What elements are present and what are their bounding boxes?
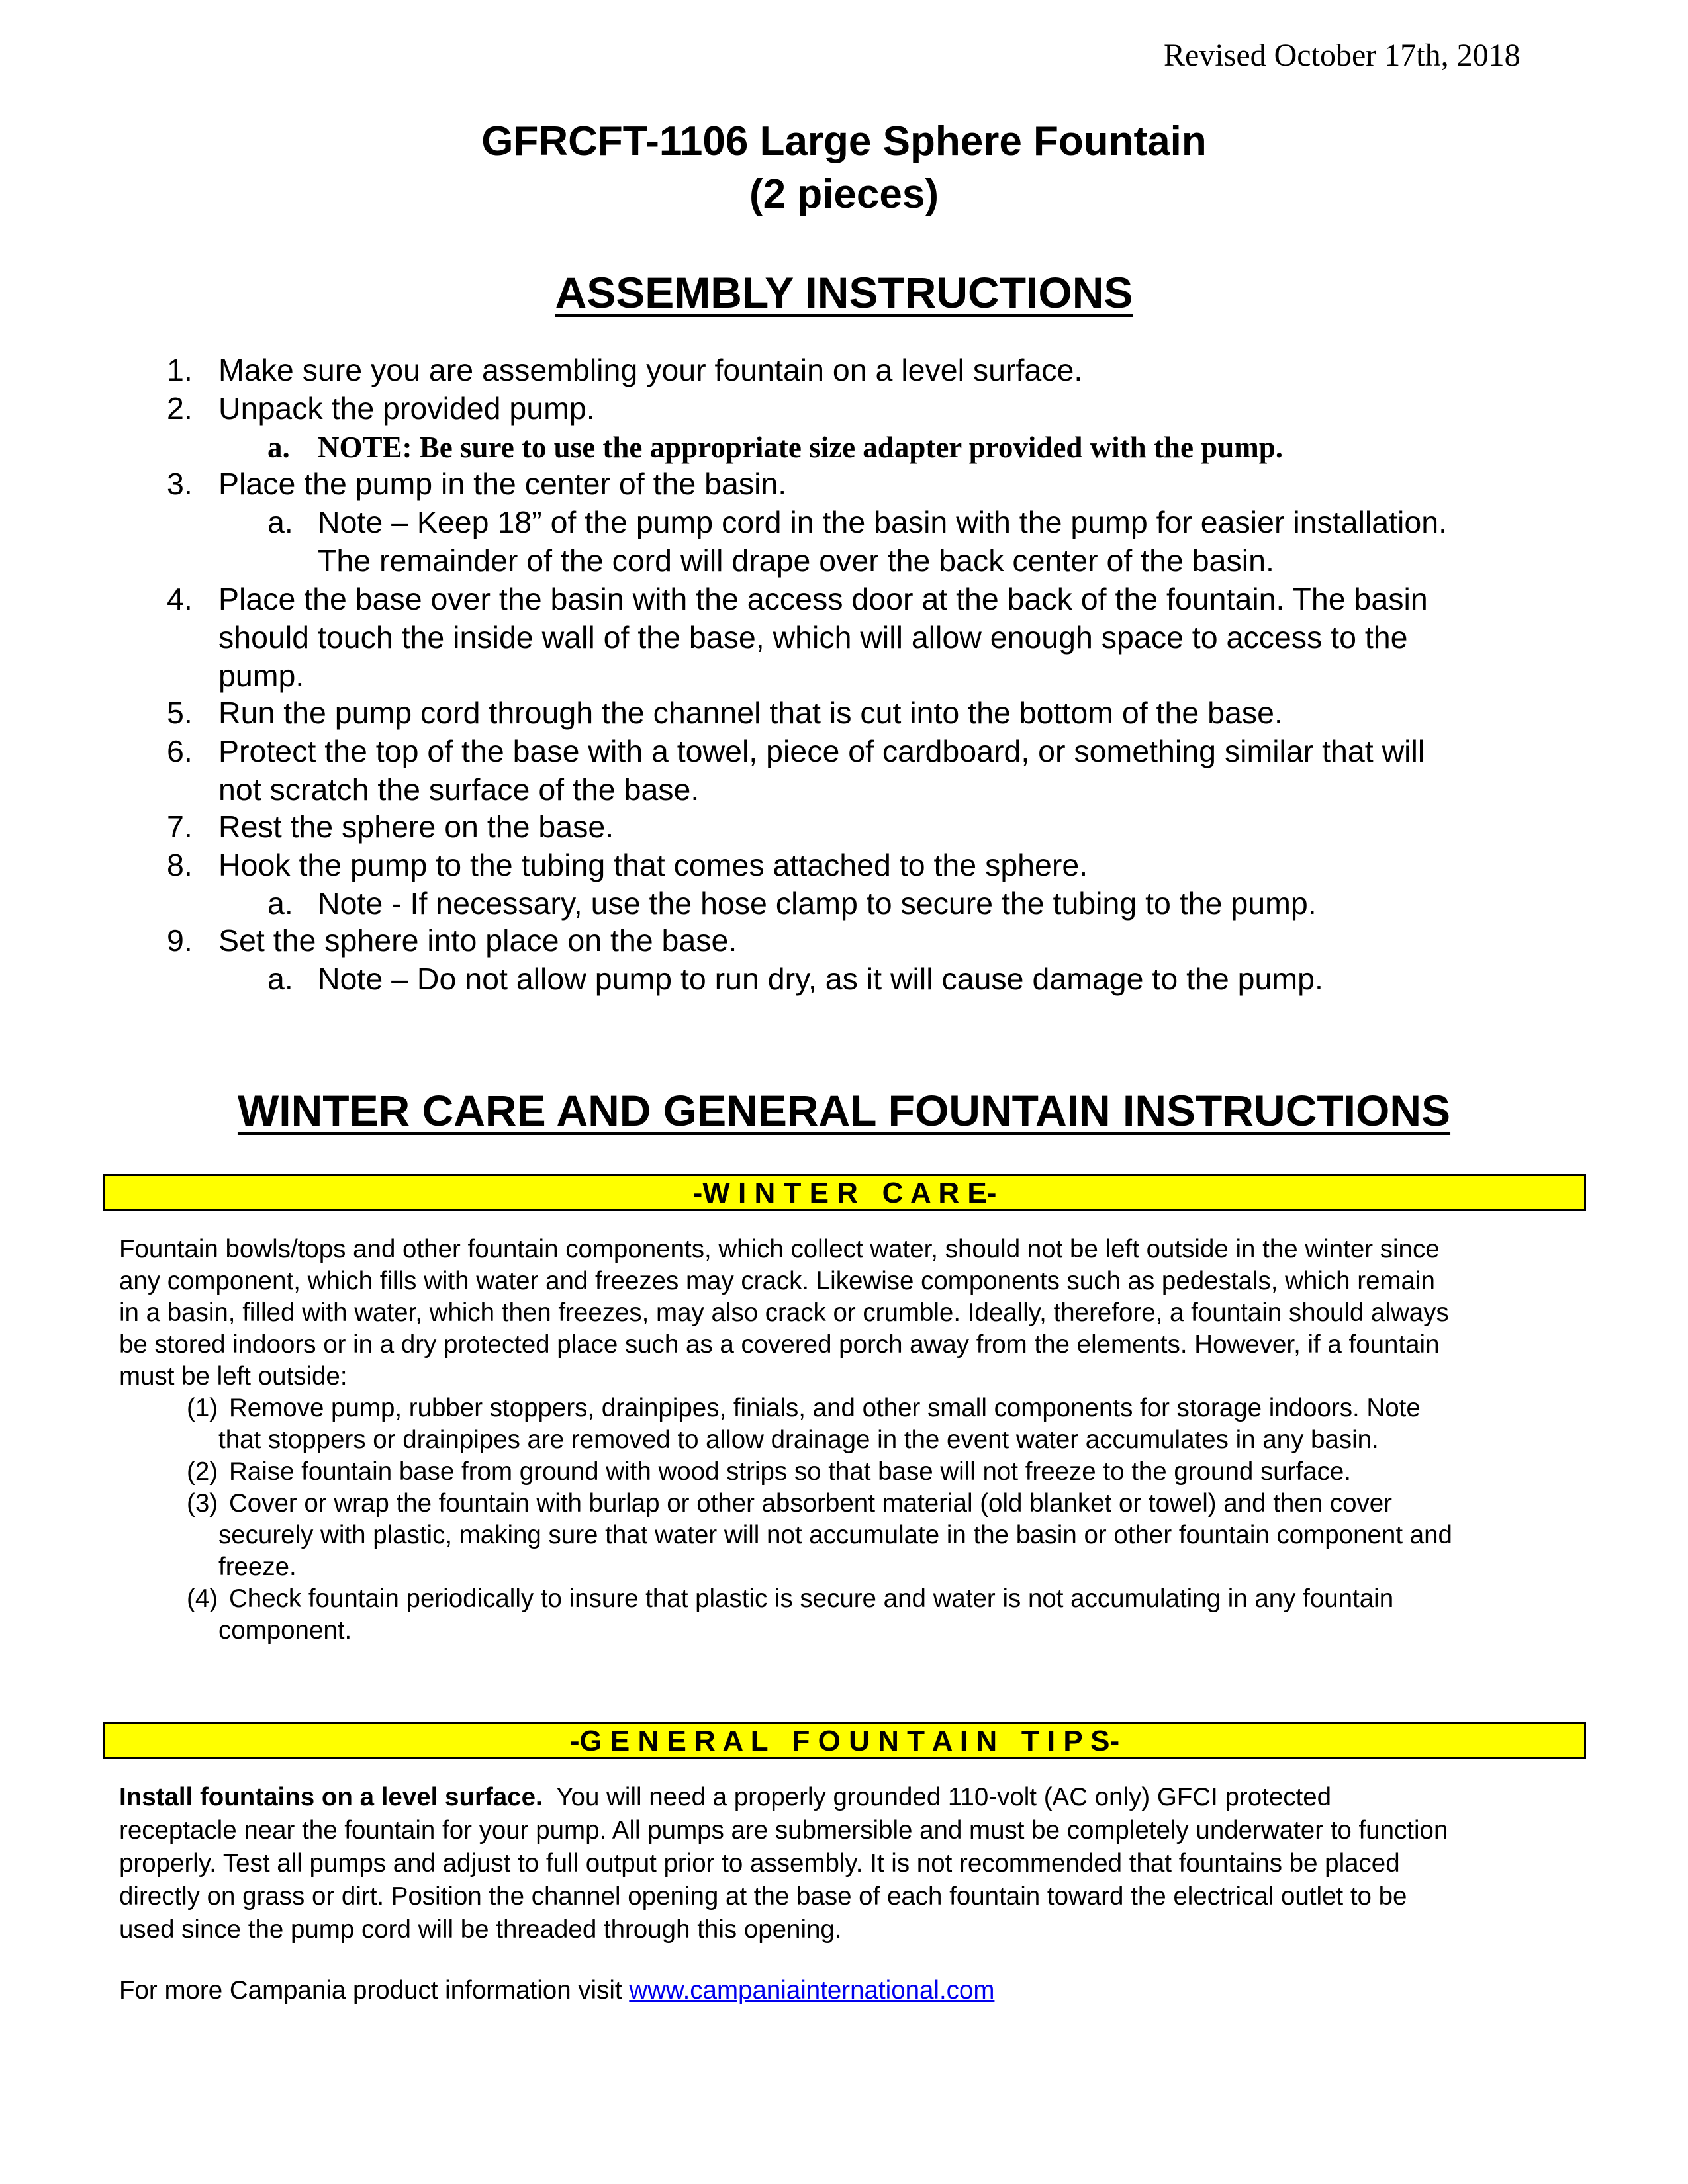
step-number: 7. (167, 809, 193, 844)
winter-item-text: Check fountain periodically to insure that plastic is secure and water is not accumulating in any fountain (229, 1584, 1394, 1613)
winter-item-text: securely with plastic, making sure that water will not accumulate in the basin or other fountain component and (218, 1521, 1452, 1549)
step-text: Place the base over the basin with the access door at the back of the fountain. The basin (218, 582, 1428, 616)
substep-text: The remainder of the cord will drape over the back center of the basin. (318, 543, 1274, 578)
step-text: not scratch the surface of the base. (218, 772, 700, 807)
step-text: Rest the sphere on the base. (218, 809, 614, 844)
step-number: 6. (167, 734, 193, 768)
revision-date: Revised October 17th, 2018 (1164, 38, 1521, 73)
winter-item-number: (1) (187, 1394, 218, 1422)
step-number: 3. (167, 467, 193, 501)
paragraph-line: any component, which fills with water and freezes may crack. Likewise components such as pedestals, which remain (119, 1267, 1435, 1295)
step-number: 5. (167, 696, 193, 730)
paragraph-line: be stored indoors or in a dry protected place such as a covered porch away from the elements. However, if a fountain (119, 1330, 1440, 1359)
step-text: Place the pump in the center of the basin. (218, 467, 787, 501)
tips-bold-lead: Install fountains on a level surface. (119, 1783, 543, 1811)
step-number: 1. (167, 353, 193, 387)
step-number: 8. (167, 848, 193, 882)
winter-item-text: that stoppers or drainpipes are removed to allow drainage in the event water accumulates in any basin. (218, 1426, 1379, 1454)
substep-text: Note – Keep 18” of the pump cord in the basin with the pump for easier installation. (318, 505, 1447, 539)
paragraph-line: must be left outside: (119, 1362, 348, 1390)
step-text: Protect the top of the base with a towel, piece of cardboard, or something similar that will (218, 734, 1425, 768)
paragraph-line: in a basin, filled with water, which then freezes, may also crack or crumble. Ideally, therefore, a fountain should always (119, 1298, 1449, 1327)
more-info-text: For more Campania product information visit (119, 1976, 630, 2005)
step-text: Make sure you are assembling your fountain on a level surface. (218, 353, 1083, 387)
tips-line: properly. Test all pumps and adjust to full output prior to assembly. It is not recommended that fountains be placed (119, 1849, 1400, 1878)
tips-line-rest: You will need a properly grounded 110-volt (AC only) GFCI protected (542, 1783, 1332, 1811)
winter-item-number: (3) (187, 1489, 218, 1518)
step-text: Set the sphere into place on the base. (218, 923, 737, 958)
winter-item-text: Remove pump, rubber stoppers, drainpipes, finials, and other small components for storage indoors. Note (229, 1394, 1421, 1422)
substep-letter: a. (267, 431, 290, 464)
step-number: 9. (167, 923, 193, 958)
step-number: 2. (167, 391, 193, 426)
more-info-line (119, 1976, 994, 2005)
substep-letter: a. (267, 962, 293, 996)
winter-item-text: freeze. (218, 1553, 297, 1581)
general-tips-band: -G E N E R A L F O U N T A I N T I P S- (103, 1722, 1586, 1759)
document-subtitle: (2 pieces) (749, 171, 939, 217)
campania-website-link[interactable]: www.campaniainternational.com (629, 1976, 995, 2005)
step-number: 4. (167, 582, 193, 616)
step-text: pump. (218, 659, 305, 693)
assembly-heading: ASSEMBLY INSTRUCTIONS (555, 268, 1133, 317)
winter-care-heading: WINTER CARE AND GENERAL FOUNTAIN INSTRUCTIONS (237, 1086, 1451, 1135)
step-text: Hook the pump to the tubing that comes attached to the sphere. (218, 848, 1088, 882)
tips-line: receptacle near the fountain for your pump. All pumps are submersible and must be completely underwater to function (119, 1816, 1448, 1844)
step-text: Unpack the provided pump. (218, 391, 595, 426)
winter-item-text: component. (218, 1616, 352, 1645)
winter-item-number: (4) (187, 1584, 218, 1613)
winter-item-number: (2) (187, 1457, 218, 1486)
winter-item-text: Cover or wrap the fountain with burlap or other absorbent material (old blanket or towel) and then cover (229, 1489, 1392, 1518)
substep-text: Note – Do not allow pump to run dry, as it will cause damage to the pump. (318, 962, 1323, 996)
winter-care-band: -W I N T E R C A R E- (103, 1174, 1586, 1211)
document-title: GFRCFT-1106 Large Sphere Fountain (481, 118, 1207, 164)
tips-first-line (119, 1783, 1331, 1812)
substep-text: Note - If necessary, use the hose clamp to secure the tubing to the pump. (318, 886, 1317, 921)
step-text: Run the pump cord through the channel that is cut into the bottom of the base. (218, 696, 1283, 730)
substep-note-bold: NOTE: Be sure to use the appropriate size adapter provided with the pump. (318, 431, 1283, 464)
winter-item-text: Raise fountain base from ground with wood strips so that base will not freeze to the ground surface. (229, 1457, 1351, 1486)
substep-letter: a. (267, 886, 293, 921)
step-text: should touch the inside wall of the base, which will allow enough space to access to the (218, 620, 1408, 655)
tips-line: used since the pump cord will be threaded through this opening. (119, 1915, 842, 1944)
substep-letter: a. (267, 505, 293, 539)
paragraph-line: Fountain bowls/tops and other fountain components, which collect water, should not be left outside in the winter since (119, 1235, 1440, 1263)
tips-line: directly on grass or dirt. Position the channel opening at the base of each fountain toward the electrical outlet to be (119, 1882, 1407, 1911)
